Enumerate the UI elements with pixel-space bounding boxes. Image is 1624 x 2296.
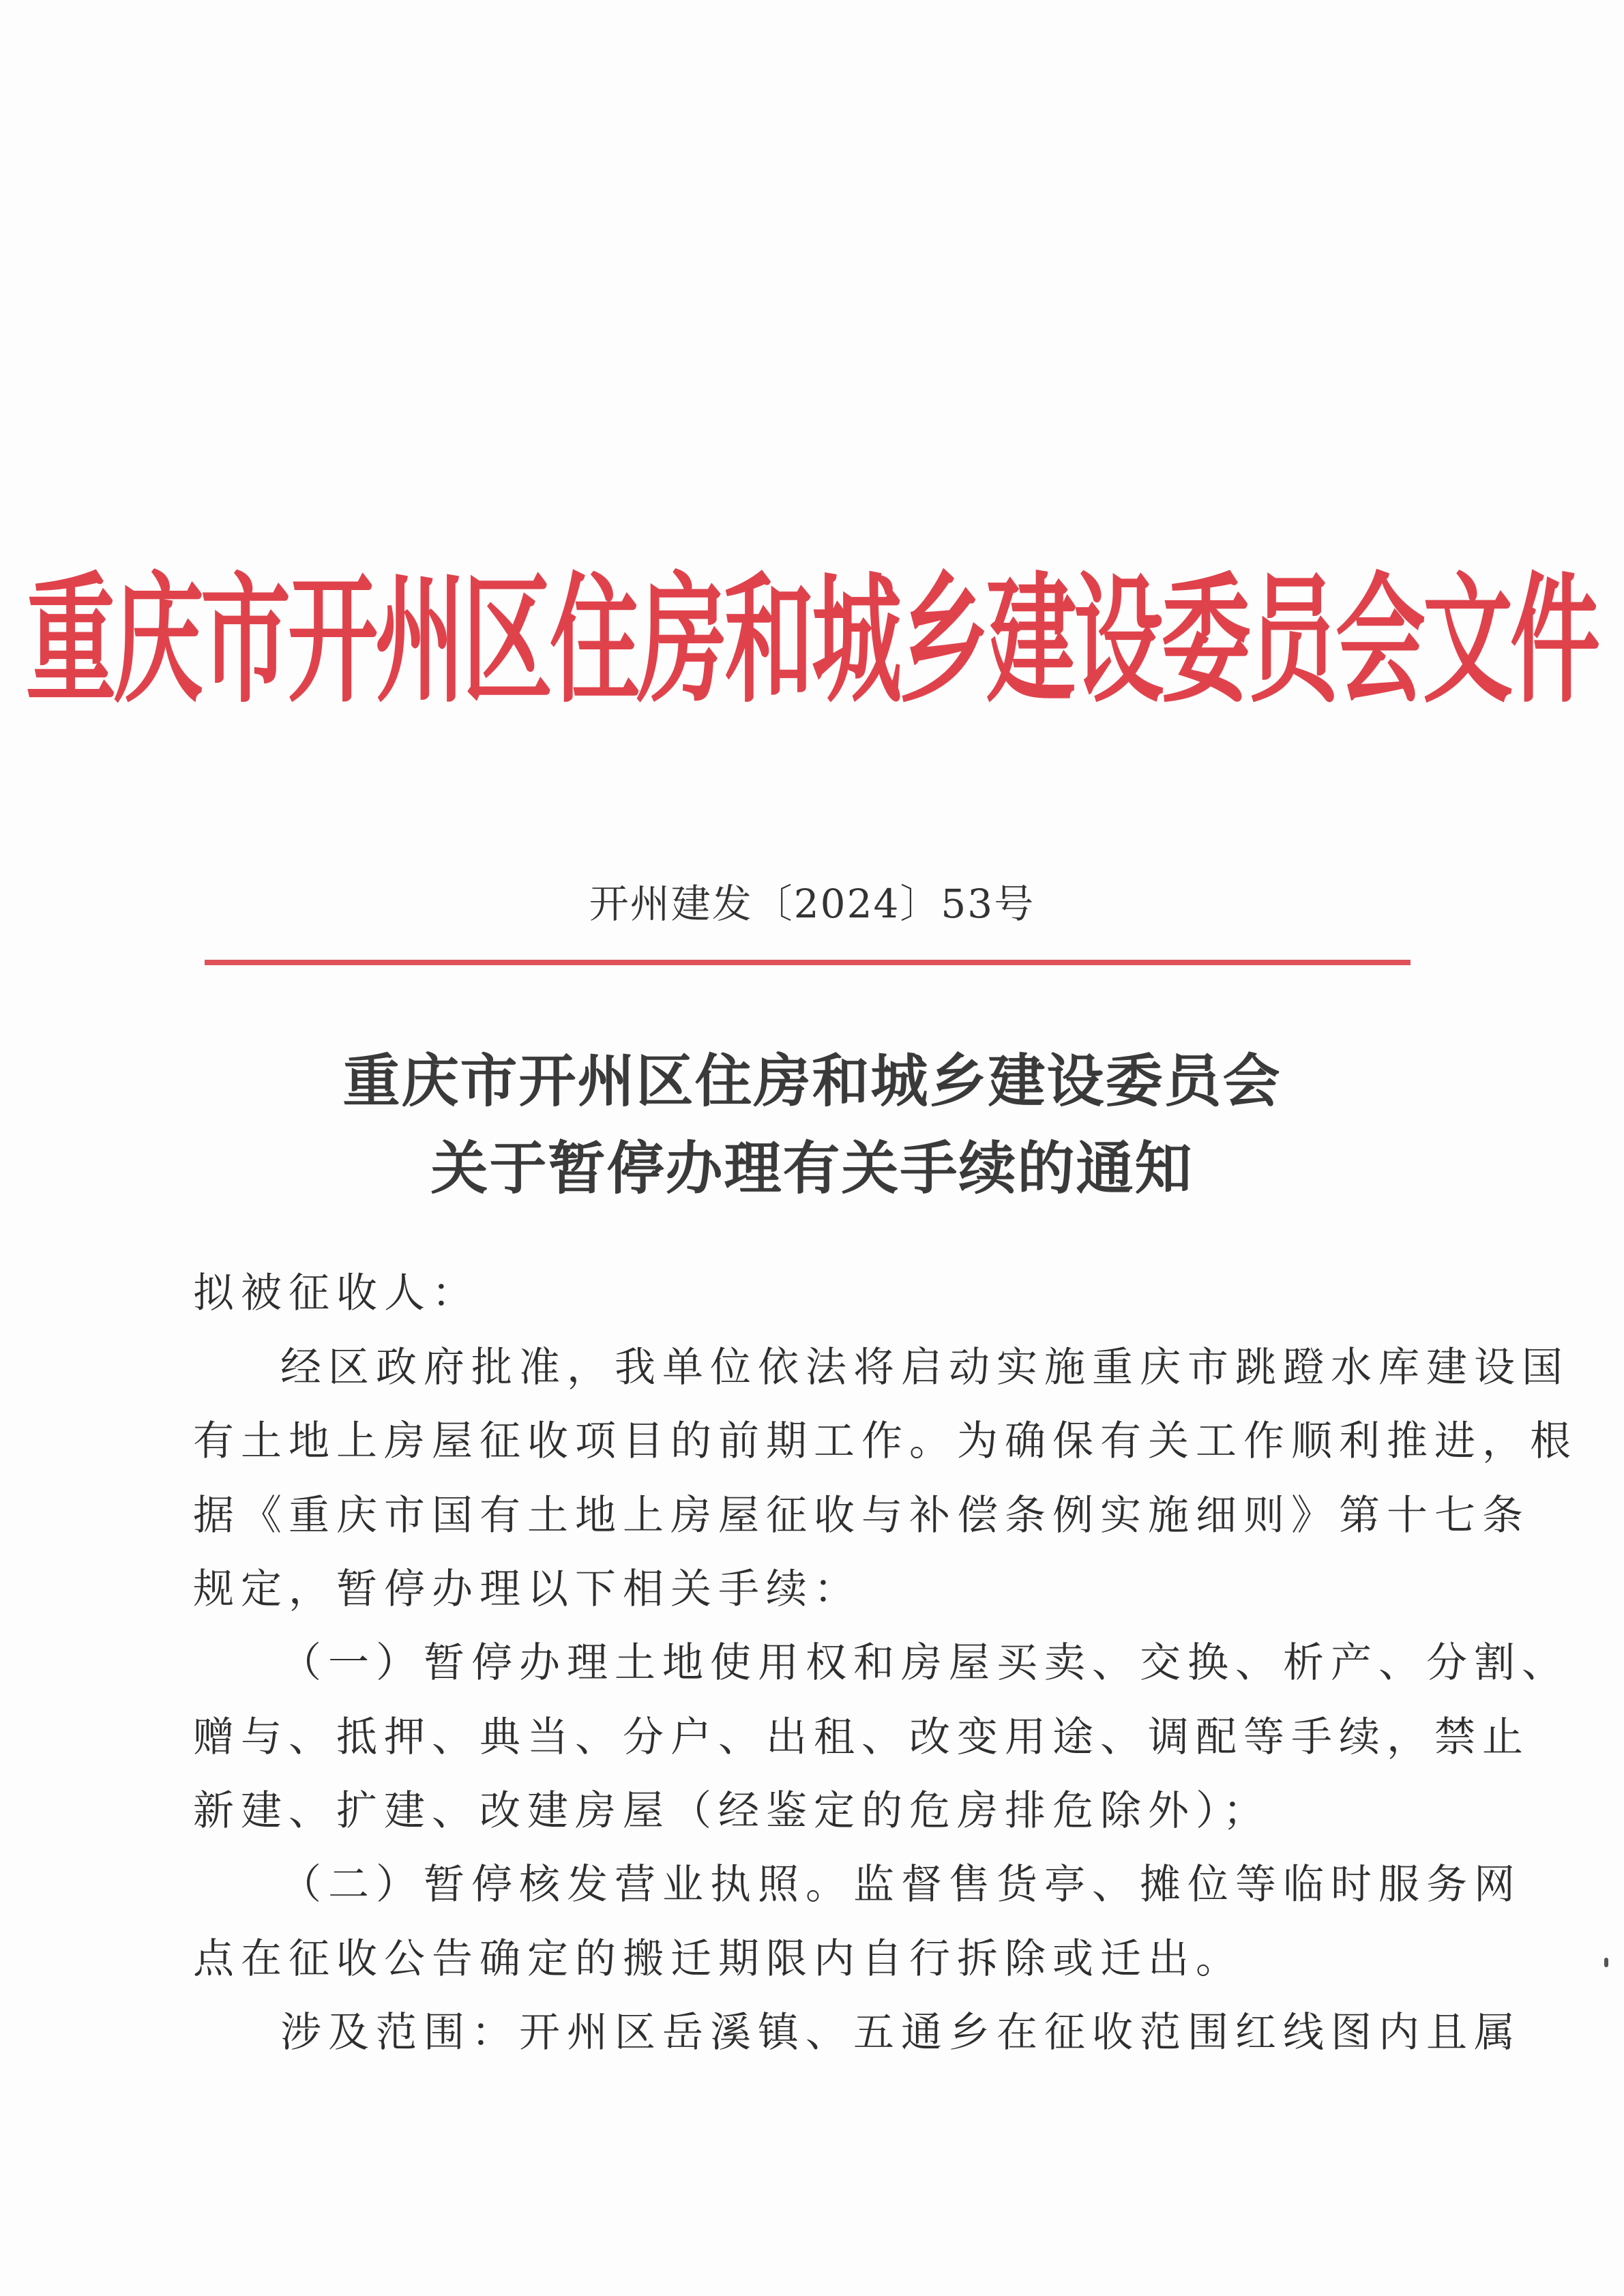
paragraph-1-line-2: 有土地上房屋征收项目的前期工作。为确保有关工作顺利推进，根: [193, 1417, 1578, 1465]
paragraph-3-line-2: 点在征收公告确定的搬迁期限内自行拆除或迁出。: [193, 1935, 1243, 1983]
paragraph-2-line-3: 新建、扩建、改建房屋（经鉴定的危房排危除外）；: [193, 1787, 1271, 1835]
paragraph-1-line-4: 规定，暂停办理以下相关手续：: [193, 1565, 861, 1613]
red-divider-rule: [205, 960, 1411, 965]
paragraph-1-line-3: 据《重庆市国有土地上房屋征收与补偿条例实施细则》第十七条: [193, 1492, 1530, 1540]
paragraph-4-line-1: 涉及范围：开州区岳溪镇、五通乡在征收范围红线图内且属: [280, 2009, 1522, 2057]
document-title-line-1: 重庆市开州区住房和城乡建设委员会: [342, 1048, 1282, 1115]
masthead-title: 重庆市开州区住房和城乡建设委员会文件: [26, 559, 1597, 723]
scan-edge-mark: [1604, 1958, 1608, 1967]
document-number: 开州建发〔2024〕53号: [589, 881, 1035, 927]
document-title-line-2: 关于暂停办理有关手续的通知: [430, 1135, 1194, 1202]
paragraph-3-line-1: （二）暂停核发营业执照。监督售货亭、摊位等临时服务网: [280, 1861, 1522, 1909]
addressee: 拟被征收人：: [193, 1269, 479, 1317]
paragraph-2-line-1: （一）暂停办理土地使用权和房屋买卖、交换、析产、分割、: [280, 1639, 1569, 1687]
paragraph-1-line-1: 经区政府批准，我单位依法将启动实施重庆市跳蹬水库建设国: [280, 1344, 1569, 1392]
paragraph-2-line-2: 赠与、抵押、典当、分户、出租、改变用途、调配等手续，禁止: [193, 1713, 1530, 1761]
